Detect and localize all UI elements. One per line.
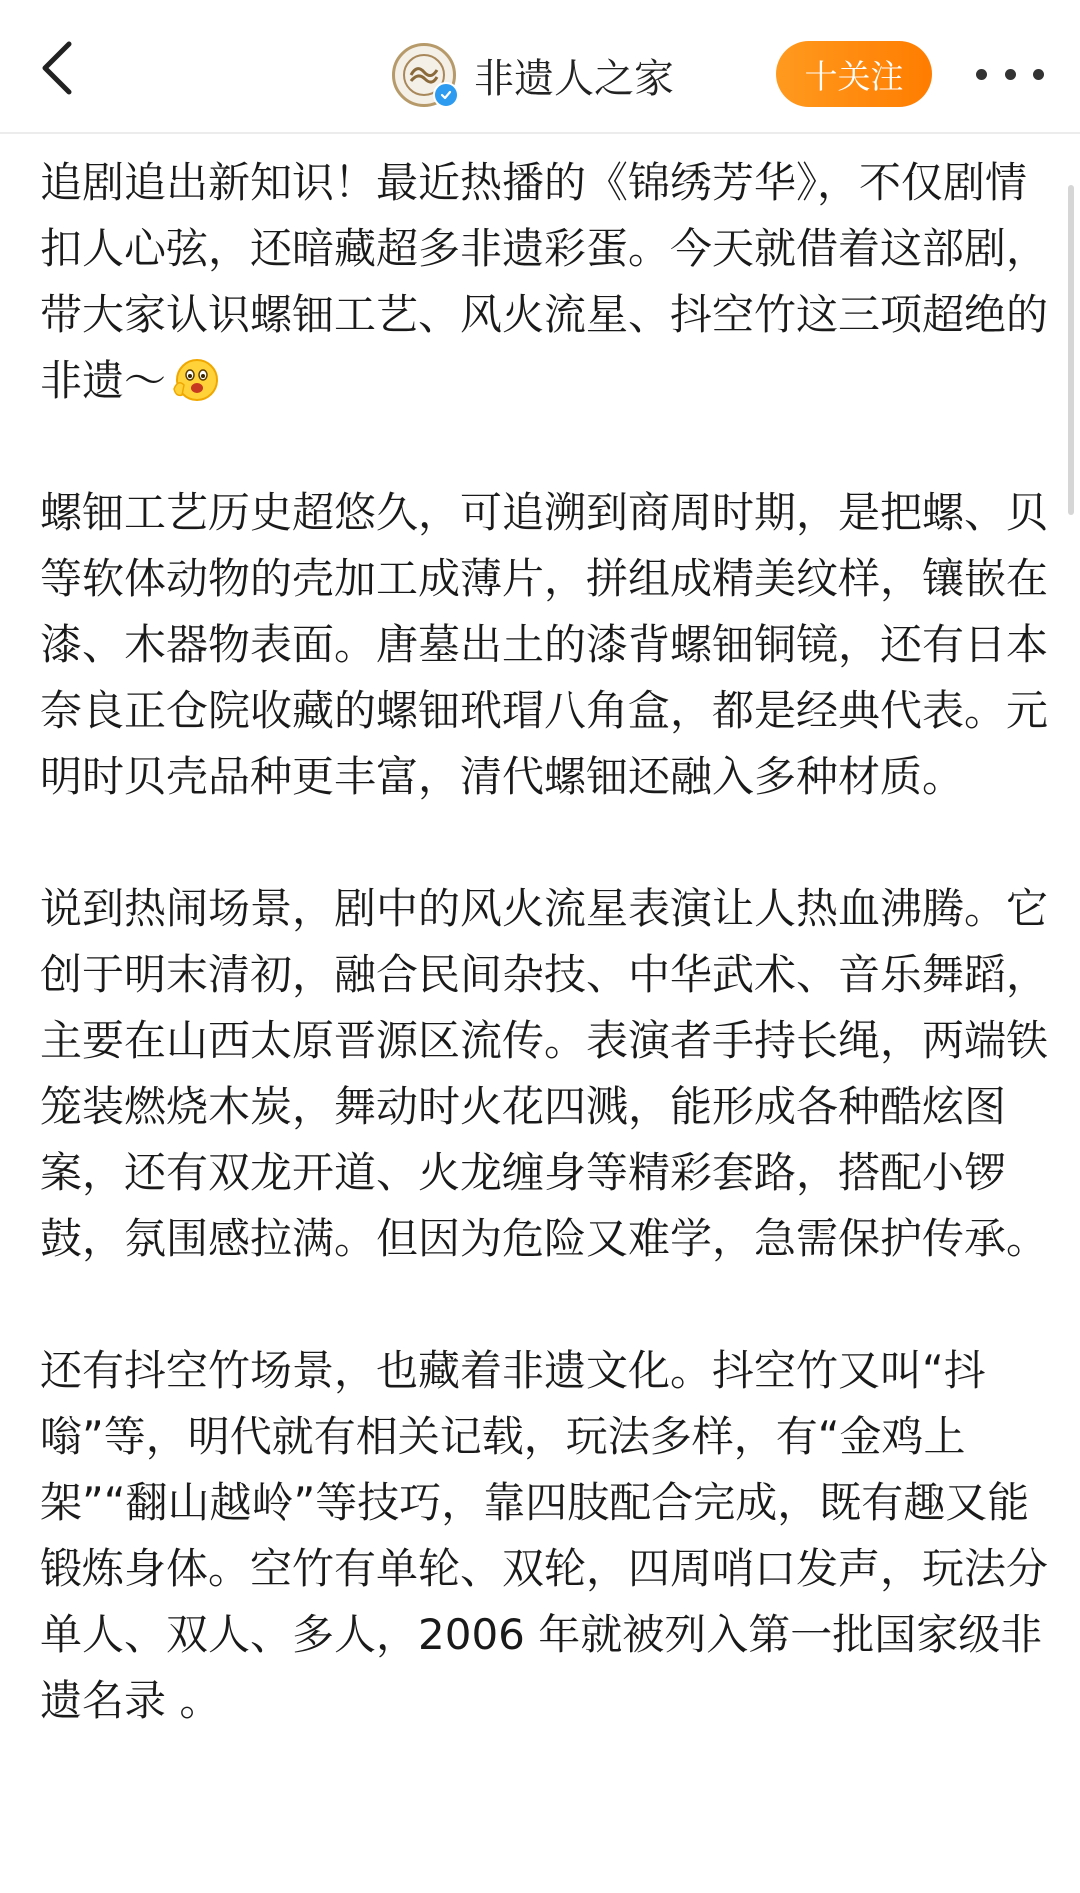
- surprised-emoji-icon: [170, 355, 220, 405]
- post-paragraph-2: 螺钿工艺历史超悠久，可追溯到商周时期，是把螺、贝等软体动物的壳加工成薄片，拼组成精美纹样，镶嵌在漆、木器物表面。唐墓出土的漆背螺钿铜镜，还有日本奈良正仓院收藏的螺钿玳瑁八角盒，都是经典代表。元明时贝壳品种更丰富，清代螺钿还融入多种材质。: [40, 488, 1049, 801]
- more-dots-icon: [976, 69, 987, 80]
- back-button[interactable]: [22, 33, 92, 103]
- avatar[interactable]: [392, 43, 456, 107]
- follow-button[interactable]: 十关注: [776, 41, 932, 107]
- author-info[interactable]: [392, 40, 674, 110]
- scrollbar[interactable]: [1068, 185, 1074, 515]
- more-button[interactable]: [976, 50, 1044, 98]
- top-bar: [0, 0, 1080, 134]
- author-name[interactable]: 非遗人之家: [474, 55, 674, 102]
- post-content: [40, 150, 1050, 1800]
- paragraph-text: 追剧追出新知识！最近热播的《锦绣芳华》，不仅剧情扣人心弦，还暗藏超多非遗彩蛋。今天就借着这部剧，带大家认识螺钿工艺、风火流星、抖空竹这三项超绝的非遗～: [40, 158, 1049, 405]
- post-paragraph-1: [40, 150, 1050, 414]
- verified-badge-icon: [433, 82, 459, 108]
- chevron-left-icon: [37, 40, 77, 96]
- post-paragraph-3: 说到热闹场景，剧中的风火流星表演让人热血沸腾。它创于明末清初，融合民间杂技、中华武术、音乐舞蹈，主要在山西太原晋源区流传。表演者手持长绳，两端铁笼装燃烧木炭，舞动时火花四溅，能形成各种酷炫图案，还有双龙开道、火龙缠身等精彩套路，搭配小锣鼓，氛围感拉满。但因为危险又难学，急需保护传承。: [40, 884, 1049, 1263]
- post-paragraph-4: 还有抖空竹场景，也藏着非遗文化。抖空竹又叫“抖嗡”等，明代就有相关记载，玩法多样，有“金鸡上架”“翻山越岭”等技巧，靠四肢配合完成，既有趣又能锻炼身体。空竹有单轮、双轮，四周哨口发声，玩法分单人、双人、多人，2006 年就被列入第一批国家级非遗名录 。: [40, 1346, 1049, 1725]
